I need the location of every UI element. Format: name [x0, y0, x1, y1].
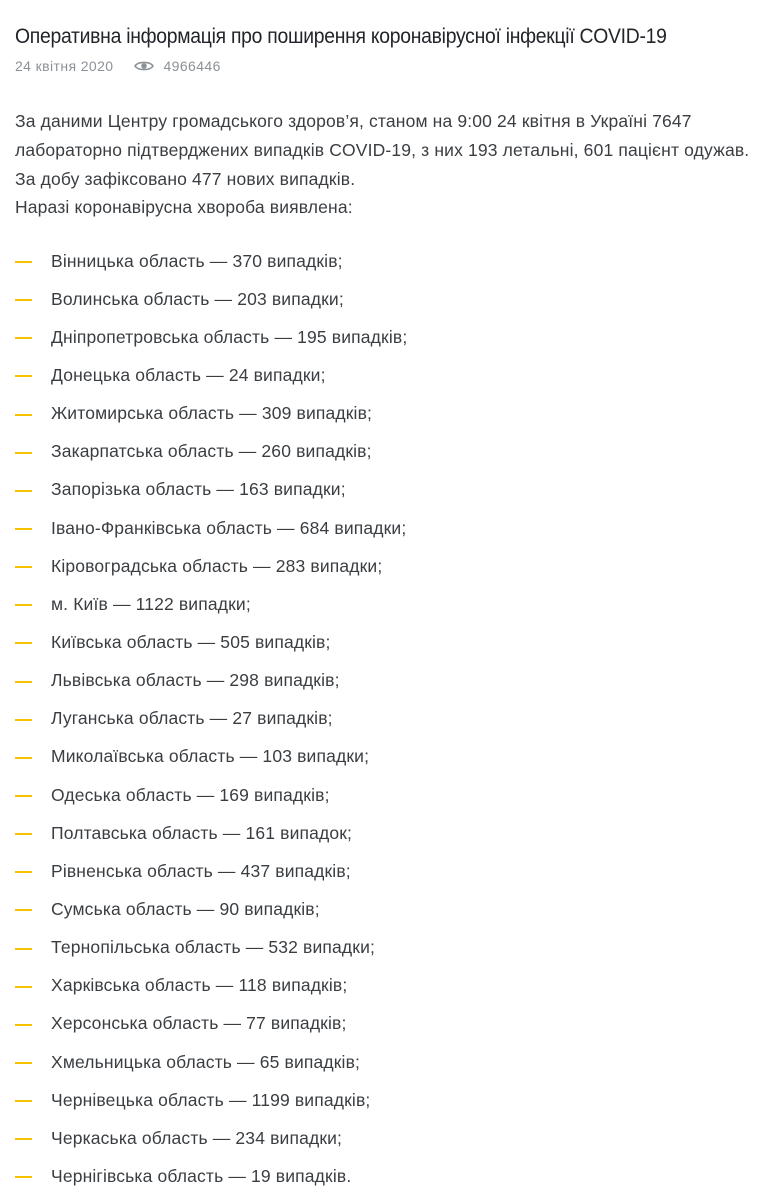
dash-bullet-icon: [15, 452, 32, 454]
list-item: [15, 662, 407, 700]
article-meta: [15, 56, 221, 76]
region-text: Кіровоградська область — 283 випадки;: [51, 555, 383, 576]
region-text: Волинська область — 203 випадки;: [51, 288, 344, 309]
views-count: 4966446: [163, 58, 221, 74]
list-item: [15, 1043, 407, 1081]
list-item: [15, 776, 407, 814]
dash-bullet-icon: [15, 375, 32, 377]
dash-bullet-icon: [15, 261, 32, 263]
region-text: Миколаївська область — 103 випадки;: [51, 746, 370, 767]
region-text: Івано-Франківська область — 684 випадки;: [51, 517, 407, 538]
intro-paragraph: За даними Центру громадського здоров’я, станом на 9:00 24 квітня в Україні 7647 лабораторно підтверджених випадків COVID-19, з них 193 летальні, 601 пацієнт одужав. За добу зафіксовано 477 нових випадків.: [15, 111, 750, 189]
list-item: [15, 1157, 407, 1195]
dash-bullet-icon: [15, 681, 32, 683]
region-text: Київська область — 505 випадків;: [51, 631, 331, 652]
page-title: Оперативна інформація про поширення коронавірусної інфекції COVID-19: [15, 24, 667, 48]
list-item: [15, 700, 407, 738]
dash-bullet-icon: [15, 566, 32, 568]
dash-bullet-icon: [15, 1176, 32, 1178]
list-item: [15, 433, 407, 471]
views-counter: [134, 58, 221, 74]
list-item: [15, 547, 407, 585]
dash-bullet-icon: [15, 528, 32, 530]
region-text: Полтавська область — 161 випадок;: [51, 822, 353, 843]
region-text: Чернівецька область — 1199 випадків;: [51, 1089, 371, 1110]
region-text: Донецька область — 24 випадки;: [51, 364, 326, 385]
dash-bullet-icon: [15, 948, 32, 950]
region-text: Харківська область — 118 випадків;: [51, 975, 348, 996]
dash-bullet-icon: [15, 1100, 32, 1102]
list-item: [15, 967, 407, 1005]
list-item: [15, 929, 407, 967]
list-item: [15, 280, 407, 318]
list-item: [15, 395, 407, 433]
list-item: [15, 318, 407, 356]
list-item: [15, 738, 407, 776]
region-text: Сумська область — 90 випадків;: [51, 898, 320, 919]
list-item: [15, 852, 407, 890]
dash-bullet-icon: [15, 1062, 32, 1064]
region-text: Чернігівська область — 19 випадків.: [51, 1165, 352, 1186]
dash-bullet-icon: [15, 986, 32, 988]
dash-bullet-icon: [15, 337, 32, 339]
list-item: [15, 509, 407, 547]
dash-bullet-icon: [15, 642, 32, 644]
region-text: Луганська область — 27 випадків;: [51, 708, 333, 729]
dash-bullet-icon: [15, 909, 32, 911]
region-text: Дніпропетровська область — 195 випадків;: [51, 326, 408, 347]
publish-date: 24 квітня 2020: [15, 58, 114, 74]
dash-bullet-icon: [15, 1024, 32, 1026]
regions-list: [15, 242, 407, 1196]
region-text: Вінницька область — 370 випадків;: [51, 250, 343, 271]
dash-bullet-icon: [15, 795, 32, 797]
dash-bullet-icon: [15, 299, 32, 301]
list-item: [15, 242, 407, 280]
list-item: [15, 814, 407, 852]
region-text: Черкаська область — 234 випадки;: [51, 1127, 343, 1148]
dash-bullet-icon: [15, 604, 32, 606]
dash-bullet-icon: [15, 833, 32, 835]
region-text: Рівненська область — 437 випадків;: [51, 860, 351, 881]
list-item: [15, 356, 407, 394]
region-text: Житомирська область — 309 випадків;: [51, 403, 373, 424]
region-text: Хмельницька область — 65 випадків;: [51, 1051, 361, 1072]
region-text: Тернопільська область — 532 випадки;: [51, 937, 376, 958]
list-item: [15, 1005, 407, 1043]
region-text: Закарпатська область — 260 випадків;: [51, 441, 372, 462]
dash-bullet-icon: [15, 871, 32, 873]
region-text: Львівська область — 298 випадків;: [51, 670, 340, 691]
region-text: Запорізька область — 163 випадки;: [51, 479, 346, 500]
dash-bullet-icon: [15, 1138, 32, 1140]
eye-icon: [134, 60, 154, 72]
list-item: [15, 623, 407, 661]
dash-bullet-icon: [15, 757, 32, 759]
dash-bullet-icon: [15, 490, 32, 492]
list-item: [15, 1081, 407, 1119]
dash-bullet-icon: [15, 414, 32, 416]
list-lead: Наразі коронавірусна хвороба виявлена:: [15, 197, 353, 217]
list-item: [15, 585, 407, 623]
list-item: [15, 890, 407, 928]
dash-bullet-icon: [15, 719, 32, 721]
list-item: [15, 471, 407, 509]
region-text: Одеська область — 169 випадків;: [51, 784, 330, 805]
region-text: Херсонська область — 77 випадків;: [51, 1013, 347, 1034]
list-item: [15, 1119, 407, 1157]
region-text: м. Київ — 1122 випадки;: [51, 593, 251, 614]
